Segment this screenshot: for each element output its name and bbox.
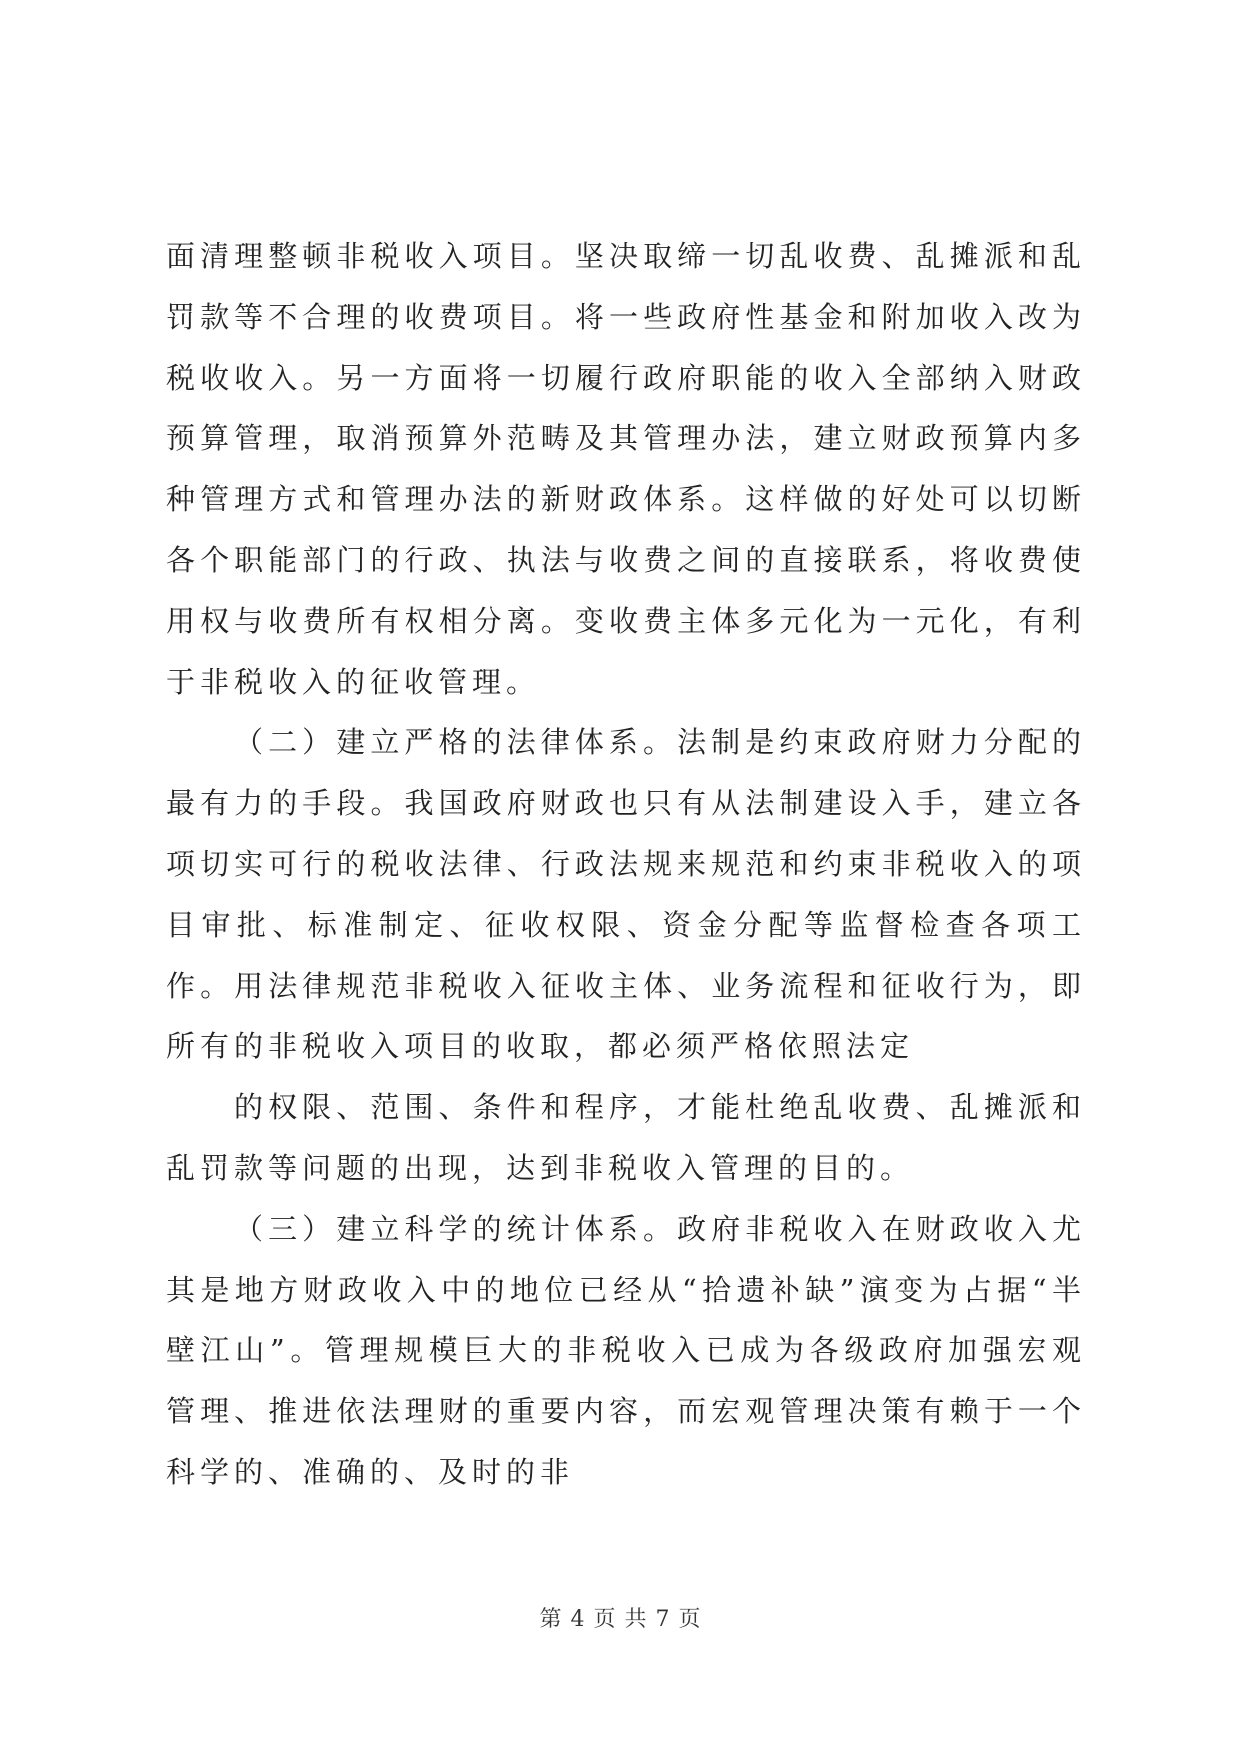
paragraph-legal-system-continued: 的权限、范围、条件和程序，才能杜绝乱收费、乱摊派和乱罚款等问题的出现，达到非税收入管理的目的。: [166, 1090, 1086, 1185]
page-number-footer: 第 4 页 共 7 页: [539, 1607, 702, 1632]
paragraph-continuation: 面清理整顿非税收入项目。坚决取缔一切乱收费、乱摊派和乱罚款等不合理的收费项目。将一些政府性基金和附加收入改为税收收入。另一方面将一切履行政府职能的收入全部纳入财政预算管理，取消预算外范畴及其管理办法，建立财政预算内多种管理方式和管理办法的新财政体系。这样做的好处可以切断各个职能部门的行政、执法与收费之间的直接联系，将收费使用权与收费所有权相分离。变收费主体多元化为一元化，有利于非税收入的征收管理。: [166, 239, 1086, 699]
paragraph-legal-system: （二）建立严格的法律体系。法制是约束政府财力分配的最有力的手段。我国政府财政也只有从法制建设入手，建立各项切实可行的税收法律、行政法规来规范和约束非税收入的项目审批、标准制定、征收权限、资金分配等监督检查各项工作。用法律规范非税收入征收主体、业务流程和征收行为，即所有的非税收入项目的收取，都必须严格依照法定: [166, 725, 1086, 1064]
document-body: [166, 226, 1086, 1503]
paragraph-statistics-system: （三）建立科学的统计体系。政府非税收入在财政收入尤其是地方财政收入中的地位已经从“拾遗补缺”演变为占据“半壁江山”。管理规模巨大的非税收入已成为各级政府加强宏观管理、推进依法理财的重要内容，而宏观管理决策有赖于一个科学的、准确的、及时的非: [166, 1211, 1086, 1489]
